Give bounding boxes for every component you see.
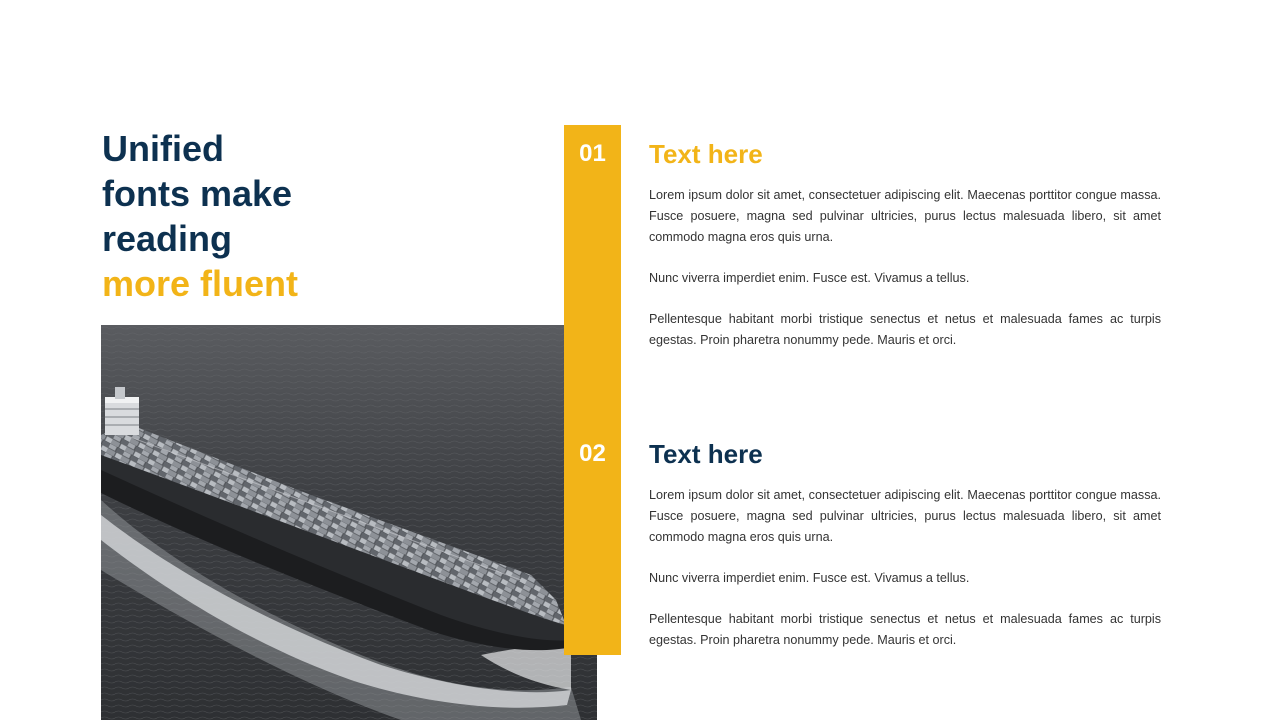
section-01 bbox=[649, 138, 1161, 351]
headline-line-3: reading bbox=[102, 218, 233, 259]
section-paragraph: Lorem ipsum dolor sit amet, consectetuer adipiscing elit. Maecenas porttitor congue massa. Fusce posuere, magna sed pulvinar ultricies, purus lectus malesuada libero, sit amet commodo magna eros quis urna. bbox=[649, 188, 1161, 244]
section-paragraph: Nunc viverra imperdiet enim. Fusce est. Vivamus a tellus. bbox=[649, 271, 970, 285]
headline-line-2: fonts make bbox=[102, 173, 293, 214]
headline-line-1: Unified bbox=[102, 128, 224, 169]
section-title: Text here bbox=[649, 439, 763, 469]
section-paragraph: Nunc viverra imperdiet enim. Fusce est. Vivamus a tellus. bbox=[649, 571, 970, 585]
section-title: Text here bbox=[649, 139, 763, 169]
section-02 bbox=[649, 438, 1161, 651]
accent-bar bbox=[564, 125, 621, 655]
section-number-02: 02 bbox=[579, 440, 606, 467]
section-paragraph: Pellentesque habitant morbi tristique senectus et netus et malesuada fames ac turpis egestas. Proin pharetra nonummy pede. Mauris et orci. bbox=[649, 312, 1161, 347]
headline-accent-line: more fluent bbox=[102, 263, 299, 304]
section-paragraph: Lorem ipsum dolor sit amet, consectetuer adipiscing elit. Maecenas porttitor congue massa. Fusce posuere, magna sed pulvinar ultricies, purus lectus malesuada libero, sit amet commodo magna eros quis urna. bbox=[649, 488, 1161, 544]
cargo-ship-photo bbox=[101, 325, 597, 720]
headline bbox=[102, 126, 298, 306]
section-number-01: 01 bbox=[579, 140, 606, 167]
section-paragraph: Pellentesque habitant morbi tristique senectus et netus et malesuada fames ac turpis egestas. Proin pharetra nonummy pede. Mauris et orci. bbox=[649, 612, 1161, 647]
